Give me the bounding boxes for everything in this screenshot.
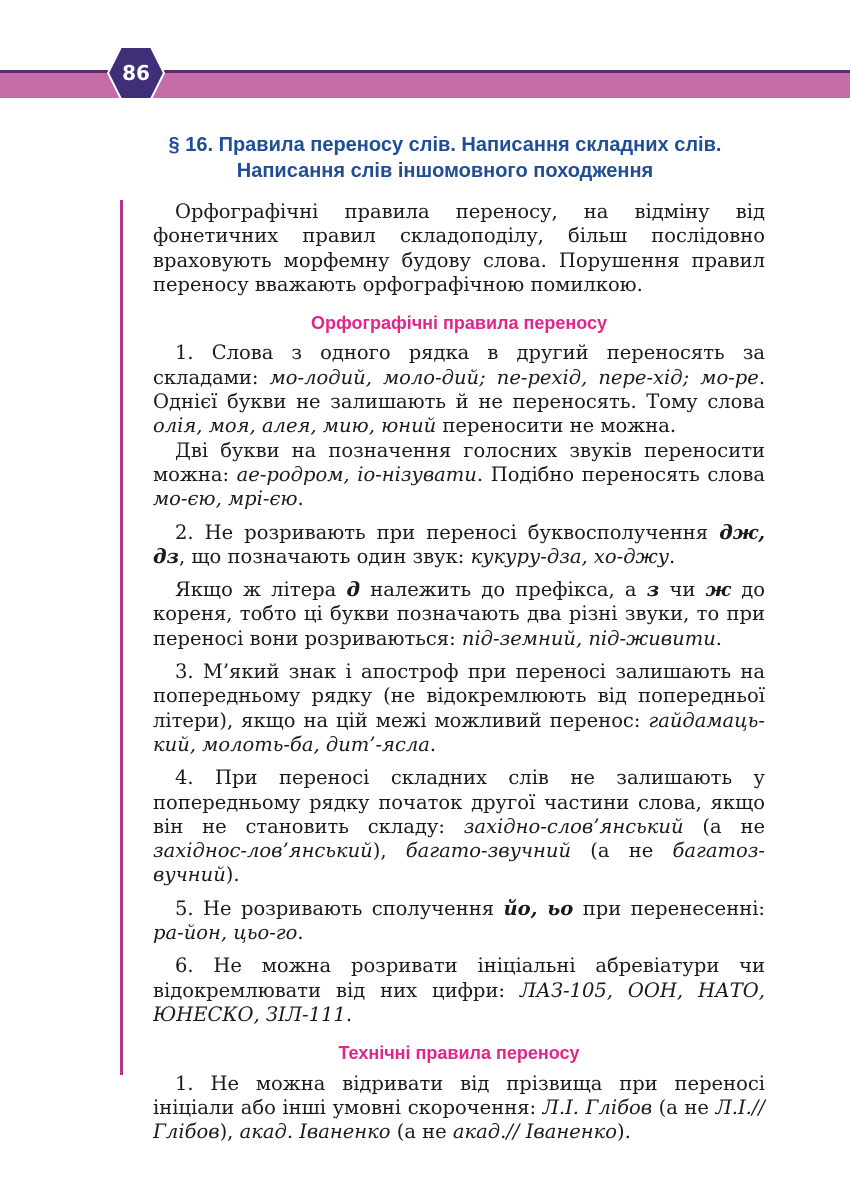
technical-rule-1: 1. Не можна відривати від прізвища при переносі ініціали або інші умовні скорочення: Л.І. Глібов (а не Л.І.// Глібов), акад. Іваненко (а не акад.// Іваненко). bbox=[153, 1071, 765, 1144]
page-number: 86 bbox=[122, 61, 150, 85]
rule-2-continued: Якщо ж літера д належить до префікса, а з чи ж до кореня, тобто ці букви позначають два різні звуки, то при переносі вони розриваються: під-земний, під-живити. bbox=[153, 578, 765, 650]
margin-bar bbox=[120, 200, 123, 1075]
rule-4: 4. При переносі складних слів не залишають у попередньому рядку початок другої частини слова, якщо він не становить складу: західно-слов’янський (а не західнос-лов’янський), багато-звучний (а не багатоз-вучний). bbox=[153, 766, 765, 887]
content bbox=[153, 200, 765, 1153]
rule-1: 1. Слова з одного рядка в другий переносять за складами: мо-лодий, моло-дий; пе-рехід, пере-хід; мо-ре. Однієї букви не залишають й не переносять. Тому слова олія, моя, алея, мию, юний переносити не можна. bbox=[153, 341, 766, 438]
subheading-technical: Технічні правила переносу bbox=[338, 1043, 580, 1064]
rule-2: 2. Не розривають при переносі буквосполучення дж, дз, що позначають один звук: кукуру-дза, хо-джу. bbox=[153, 520, 765, 568]
page-title bbox=[100, 132, 790, 184]
subheading-orthographic: Орфографічні правила переносу bbox=[310, 313, 608, 334]
rule-6: 6. Не можна розривати ініціальні абревіатури чи відокремлювати від них цифри: ЛАЗ-105, ООН, НАТО, ЮНЕСКО, ЗІЛ-111. bbox=[153, 954, 765, 1026]
rule-1-continued: Дві букви на позначення голосних звуків переносити можна: ае-родром, іо-нізувати. Подібно переносять слова мо-єю, мрі-єю. bbox=[153, 438, 765, 511]
rule-5: 5. Не розривають сполучення йо, ьо при перенесенні: ра-йон, цьо-го. bbox=[153, 896, 766, 945]
rule-3: 3. М’який знак і апостроф при переносі залишають на попередньому рядку (не відокремлюють від попередньої літери), якщо на цій межі можливий перенос: гайдамаць-кий, молоть-ба, дит’-ясла. bbox=[153, 660, 765, 756]
title-line-1: § 16. Правила переносу слів. Написання складних слів. bbox=[168, 134, 722, 156]
intro-paragraph: Орфографічні правила переносу, на відміну від фонетичних правил складоподілу, більш послідовно враховують морфемну будову слова. Порушення правил переносу вважають орфографічною помилкою. bbox=[153, 200, 765, 296]
title-line-2: Написання слів іншомовного походження bbox=[236, 160, 654, 182]
